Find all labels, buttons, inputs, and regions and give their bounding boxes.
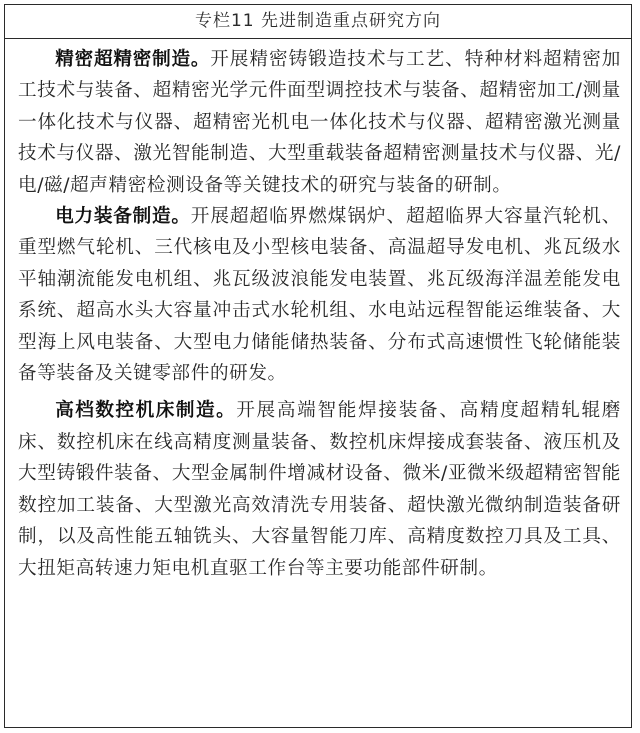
column-title: 专栏11 先进制造重点研究方向 [5,5,631,39]
paragraph-lead: 高档数控机床制造。 [55,400,237,422]
paragraph-lead: 精密超精密制造。 [55,49,211,70]
paragraph-lead: 电力装备制造。 [55,206,191,228]
paragraph-body: 开展精密铸锻造技术与工艺、特种材料超精密加工技术与装备、超精密光学元件面型调控技术与装备、超精密加工/测量一体化技术与仪器、超精密光机电一体化技术与仪器、超精密激光测量技术与仪器、激光智能制造、大型重载装备超精密测量技术与仪器、光/电/磁/超声精密检测设备等关键技术的研究与装备的研制。 [18,49,621,196]
paragraph-body: 开展高端智能焊接装备、高精度超精轧辊磨床、数控机床在线高精度测量装备、数控机床焊接成套装备、液压机及大型铸锻件装备、大型金属制件增减材设备、微米/亚微米级超精密智能数控加工装备、大型激光高效清洗专用装备、超快激光微纳制造装备研制，以及高性能五轴铣头、大容量智能刀库、高精度数控刀具及工具、大扭矩高转速力矩电机直驱工作台等主要功能部件研制。 [18,400,621,579]
paragraph-precision-manufacturing [18,44,621,201]
paragraph-power-equipment [18,201,621,389]
column-box [4,4,632,728]
paragraph-cnc-machine-tools [18,395,621,583]
paragraph-body: 开展超超临界燃煤锅炉、超超临界大容量汽轮机、重型燃气轮机、三代核电及小型核电装备、高温超导发电机、兆瓦级水平轴潮流能发电机组、兆瓦级波浪能发电装置、兆瓦级海洋温差能发电系统、超高水头大容量冲击式水轮机组、水电站远程智能运维装备、大型海上风电装备、大型电力储能储热装备、分布式高速惯性飞轮储能装备等装备及关键零部件的研发。 [18,206,621,385]
column-content [5,39,631,584]
